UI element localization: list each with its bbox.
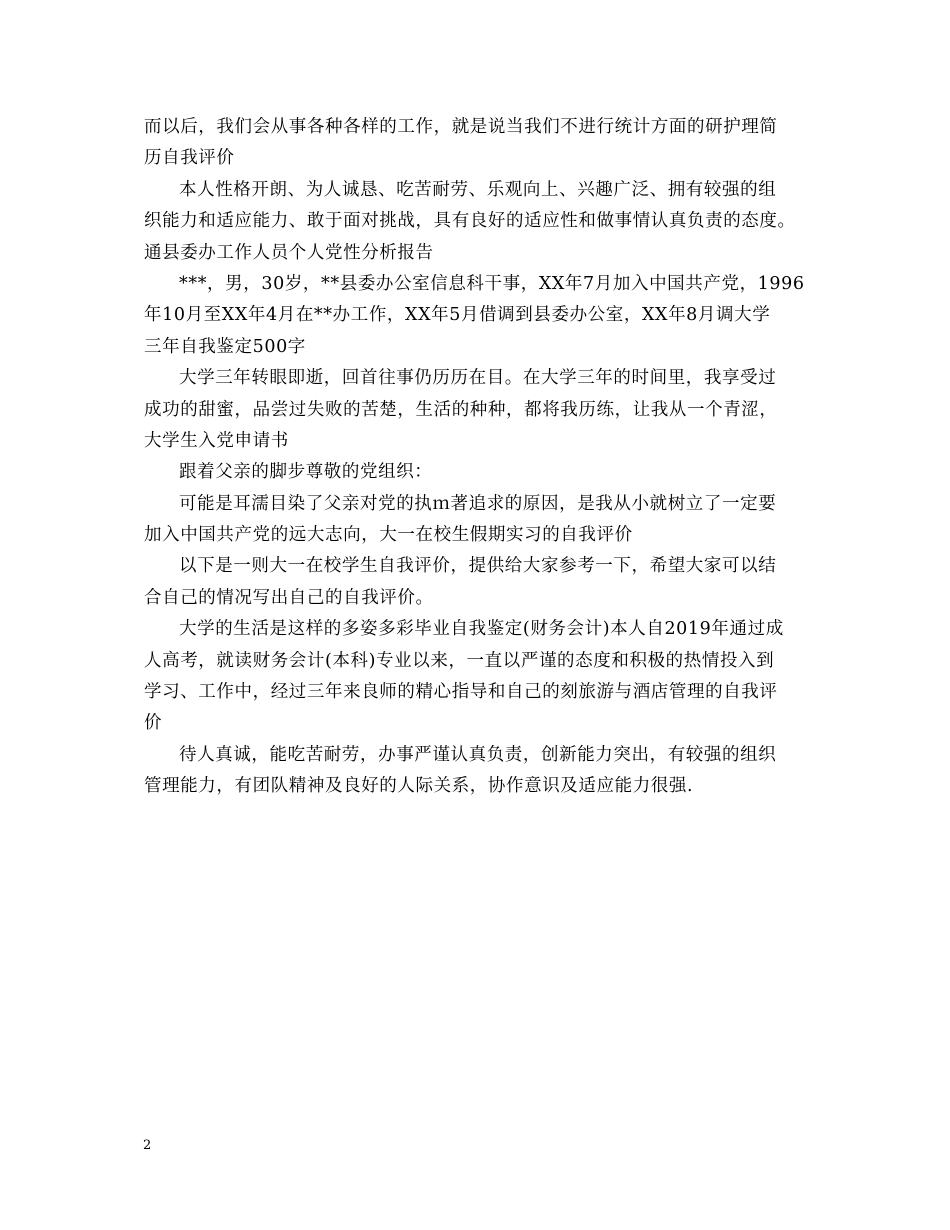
text-line: 三年自我鉴定500字 [144,336,306,357]
text-line: 大学的生活是这样的多姿多彩毕业自我鉴定(财务会计)本人自2019年通过成 [179,619,784,640]
text-line: 人高考，就读财务会计(本科)专业以来，一直以严谨的态度和积极的热情投入到 [144,650,775,671]
document-body [144,112,816,803]
page-number: 2 [143,1138,152,1153]
text-line: 以下是一则大一在校学生自我评价，提供给大家参考一下，希望大家可以结 [179,556,777,577]
text-line: 历自我评价 [144,148,235,169]
text-line: 加入中国共产党的远大志向，大一在校生假期实习的自我评价 [144,525,633,546]
text-line: 通县委办工作人员个人党性分析报告 [144,242,434,263]
text-line: ***，男，30岁，**县委办公室信息科干事，XX年7月加入中国共产党，1996 [179,273,805,294]
text-line: 大学生入党申请书 [144,430,289,451]
text-line: 价 [144,713,163,734]
text-line: 织能力和适应能力、敢于面对挑战，具有良好的适应性和做事情认真负责的态度。 [144,211,796,232]
text-line: 管理能力，有团队精神及良好的人际关系，协作意识及适应能力很强. [144,776,694,797]
text-line: 本人性格开朗、为人诚恳、吃苦耐劳、乐观向上、兴趣广泛、拥有较强的组 [179,179,777,200]
text-line: 大学三年转眼即逝，回首往事仍历历在目。在大学三年的时间里，我享受过 [179,368,777,389]
text-line: 学习、工作中，经过三年来良师的精心指导和自己的刻旅游与酒店管理的自我评 [144,682,778,703]
text-line: 可能是耳濡目染了父亲对党的执ｍ著追求的原因，是我从小就树立了一定要 [179,493,777,514]
text-line: 待人真诚，能吃苦耐劳，办事严谨认真负责，创新能力突出，有较强的组织 [179,744,777,765]
text-line: 成功的甜蜜，品尝过失败的苦楚，生活的种种，都将我历练，让我从一个青涩， [144,399,778,420]
text-line: 年10月至XX年4月在**办工作，XX年5月借调到县委办公室，XX年8月调大学 [144,305,771,326]
text-line: 合自己的情况写出自己的自我评价。 [144,587,434,608]
text-line: 而以后，我们会从事各种各样的工作，就是说当我们不进行统计方面的研护理简 [144,117,778,137]
text-line: 跟着父亲的脚步尊敬的党组织： [179,462,433,483]
